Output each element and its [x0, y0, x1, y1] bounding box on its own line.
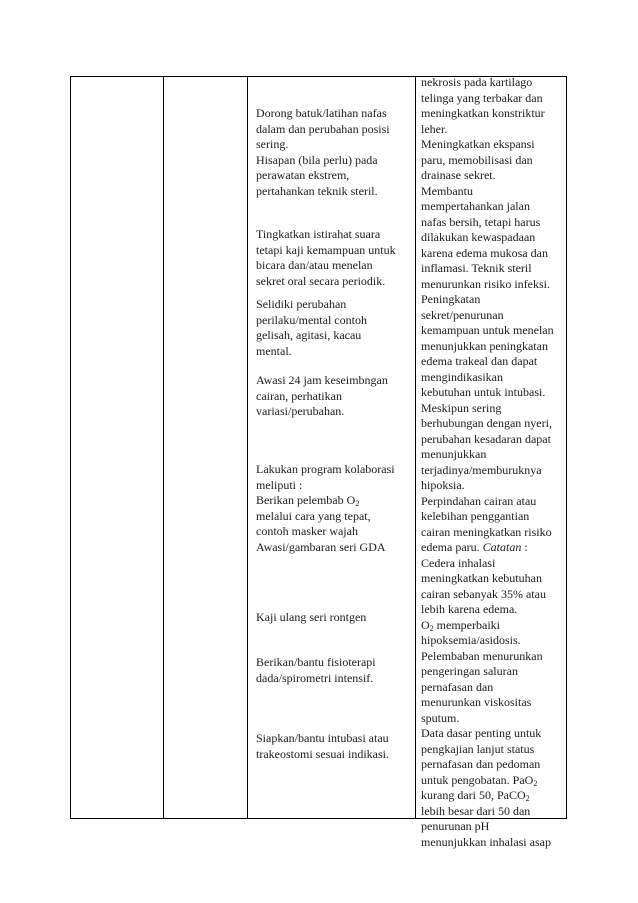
intervention-line: Berikan/bantu fisioterapi — [256, 655, 376, 669]
rationale-text: nekrosis pada kartilago — [421, 75, 533, 89]
rationale-line — [421, 587, 563, 603]
rationale-line — [421, 447, 563, 463]
catatan-label: Catatan — [482, 540, 522, 554]
rationale-line — [421, 370, 563, 386]
rationale-text: lebih besar dari 50 dan — [421, 803, 531, 818]
intervention-line: cairan, perhatikan — [256, 388, 342, 403]
rationale-text: kelebihan penggantian — [421, 509, 530, 523]
rationale-text: leher. — [421, 121, 448, 136]
rationale-text: paru, memobilisasi dan — [421, 152, 533, 167]
rationale-text: untuk pengobatan. PaO — [421, 772, 534, 787]
rationale-line — [421, 680, 563, 696]
intervention-line: Awasi/gambaran seri GDA — [256, 539, 386, 554]
rationale-text: Cedera inhalasi — [421, 555, 496, 570]
nursing-care-table — [70, 75, 567, 849]
intervention-cell — [248, 77, 416, 819]
rationale-line — [421, 804, 563, 820]
rationale-line — [421, 416, 563, 432]
rationale-text: cairan meningkatkan risiko — [421, 524, 552, 539]
rationale-line — [421, 757, 563, 773]
rationale-text: menunjukkan peningkatan — [421, 338, 548, 353]
rationale-text: pernafasan dan pedoman — [421, 757, 541, 771]
rationale-line — [421, 478, 563, 494]
rationale-text: meningkatkan kebutuhan — [421, 571, 542, 585]
rationale-line — [421, 618, 563, 634]
rationale-line — [421, 726, 563, 742]
intervention-line: contoh masker wajah — [256, 524, 358, 538]
intervention-line: sering. — [256, 137, 289, 151]
rationale-line — [421, 292, 563, 308]
rationale-line — [421, 246, 563, 262]
rationale-text: dilakukan kewaspadaan — [421, 230, 536, 244]
rationale-text: penurunan pH — [421, 819, 490, 833]
intervention-block — [256, 731, 411, 762]
rationale-text: inflamasi. Teknik steril — [421, 261, 532, 275]
rationale-text: menurunkan viskositas — [421, 695, 532, 709]
rationale-text: Pelembaban menurunkan — [421, 648, 543, 663]
rationale-line — [421, 354, 563, 370]
intervention-line: Siapkan/bantu intubasi atau — [256, 731, 389, 745]
rationale-line — [421, 106, 563, 122]
rationale-line — [421, 199, 563, 215]
rationale-text: Peningkatan — [421, 292, 481, 306]
intervention-line: Berikan pelembab $O_2$ — [256, 493, 360, 508]
rationale-line — [421, 742, 563, 758]
intervention-line: Hisapan (bila perlu) pada — [256, 152, 378, 167]
rationale-line — [421, 137, 563, 153]
rationale-text: kurang dari 50, PaCO — [421, 788, 526, 802]
intervention-block — [256, 493, 411, 555]
rationale-text: pengeringan saluran — [421, 664, 518, 678]
rationale-text: menurunkan risiko infeksi. — [421, 276, 550, 291]
rationale-text: kebutuhan untuk intubasi. — [421, 385, 546, 399]
rationale-line — [421, 401, 563, 417]
rationale-cell — [416, 75, 567, 849]
intervention-line: dada/spirometri intensif. — [256, 670, 374, 685]
rationale-line — [421, 230, 563, 246]
rationale-line — [421, 602, 563, 618]
goal-cell — [164, 77, 248, 819]
rationale-line — [421, 556, 563, 572]
rationale-text: nafas bersih, tetapi harus — [421, 214, 541, 229]
rationale-text: mempertahankan jalan — [421, 199, 530, 213]
rationale-text: karena edema mukosa dan — [421, 245, 548, 260]
rationale-text: perubahan kesadaran dapat — [421, 431, 551, 446]
rationale-text: Perpindahan cairan atau — [421, 493, 537, 508]
intervention-block — [256, 462, 411, 493]
diagnosis-cell — [71, 77, 164, 819]
rationale-line — [421, 835, 563, 851]
rationale-line — [421, 649, 563, 665]
subscript: 2 — [525, 794, 530, 803]
intervention-line: Dorong batuk/latihan nafas — [256, 106, 387, 120]
subscript: 2 — [355, 499, 360, 508]
intervention-block — [256, 297, 411, 359]
rationale-line — [421, 773, 563, 789]
rationale-line — [421, 323, 563, 339]
intervention-line: variasi/perubahan. — [256, 404, 345, 418]
intervention-line: trakeostomi sesuai indikasi. — [256, 746, 389, 761]
intervention-block — [256, 227, 411, 289]
rationale-line — [421, 494, 563, 510]
intervention-line: meliputi : — [256, 477, 303, 492]
rationale-line — [421, 277, 563, 293]
rationale-line — [421, 664, 563, 680]
rationale-text: Meskipun sering — [421, 400, 502, 415]
rationale-line — [421, 91, 563, 107]
rationale-text: menunjukkan inhalasi asap — [421, 834, 551, 849]
rationale-line — [421, 168, 563, 184]
intervention-line: Awasi 24 jam keseimbngan — [256, 373, 388, 387]
rationale-line — [421, 540, 563, 556]
rationale-line — [421, 184, 563, 200]
colon: : — [521, 540, 528, 554]
intervention-line: Selidiki perubahan — [256, 297, 347, 311]
intervention-line: gelisah, agitasi, kacau — [256, 328, 362, 342]
o2-symbol: O — [421, 617, 430, 632]
rationale-text: sekret/penurunan — [421, 307, 504, 322]
rationale-text: hipoksemia/asidosis. — [421, 633, 521, 647]
intervention-line: Kaji ulang seri rontgen — [256, 610, 367, 624]
intervention-line: pertahankan teknik steril. — [256, 183, 378, 198]
rationale-line — [421, 432, 563, 448]
rationale-line — [421, 711, 563, 727]
subscript: 2 — [429, 623, 434, 633]
rationale-text: pengkajian lanjut status — [421, 741, 535, 756]
intervention-line: mental. — [256, 343, 292, 358]
rationale-text: Meningkatkan ekspansi — [421, 137, 535, 151]
rationale-text: lebih karena edema. — [421, 602, 518, 616]
table-row — [71, 77, 567, 819]
rationale-text: berhubungan dengan nyeri, — [421, 416, 552, 430]
intervention-line: perilaku/mental contoh — [256, 312, 367, 327]
rationale-line — [421, 788, 563, 804]
intervention-line: Lakukan program kolaborasi — [256, 462, 395, 476]
intervention-block — [256, 373, 411, 420]
intervention-line: melalui cara yang tepat, — [256, 508, 371, 523]
rationale-text: meningkatkan konstriktur — [421, 106, 545, 120]
rationale-line — [421, 339, 563, 355]
rationale-text: drainase sekret. — [421, 168, 496, 182]
rationale-text: kemampuan untuk menelan — [421, 323, 554, 337]
rationale-text: memperbaiki — [433, 617, 500, 632]
rationale-line — [421, 695, 563, 711]
rationale-text: terjadinya/memburuknya — [421, 462, 542, 477]
rationale-line — [421, 261, 563, 277]
rationale-line — [421, 122, 563, 138]
rationale-text: pernafasan dan — [421, 679, 494, 694]
intervention-line: tetapi kaji kemampuan untuk — [256, 242, 396, 257]
intervention-block — [256, 655, 411, 686]
rationale-text: menunjukkan — [421, 447, 487, 461]
rationale-text: Data dasar penting untuk — [421, 726, 542, 740]
rationale-line — [421, 215, 563, 231]
intervention-line: sekret oral secara periodik. — [256, 273, 386, 288]
intervention-block — [256, 106, 411, 199]
rationale-line — [421, 153, 563, 169]
intervention-line: bicara dan/atau menelan — [256, 258, 373, 272]
rationale-line — [421, 525, 563, 541]
rationale-text: Membantu — [421, 183, 473, 198]
subscript: 2 — [533, 778, 538, 788]
intervention-line: dalam dan perubahan posisi — [256, 121, 390, 136]
rationale-line — [421, 463, 563, 479]
intervention-line: Tingkatkan istirahat suara — [256, 227, 381, 241]
rationale-text: telinga yang terbakar dan — [421, 90, 543, 105]
rationale-line — [421, 385, 563, 401]
rationale-text: edema paru. — [421, 540, 480, 554]
rationale-text: edema trakeal dan dapat — [421, 354, 538, 368]
intervention-line: perawatan ekstrem, — [256, 168, 350, 182]
intervention-block — [256, 610, 411, 626]
rationale-line — [421, 509, 563, 525]
rationale-text: mengindikasikan — [421, 369, 503, 384]
rationale-line — [421, 633, 563, 649]
rationale-line — [421, 571, 563, 587]
rationale-line — [421, 75, 563, 91]
rationale-text: hipoksia. — [421, 478, 465, 492]
rationale-line — [421, 308, 563, 324]
rationale-line — [421, 819, 563, 835]
rationale-text: cairan sebanyak 35% atau — [421, 586, 546, 601]
rationale-text: sputum. — [421, 710, 460, 725]
